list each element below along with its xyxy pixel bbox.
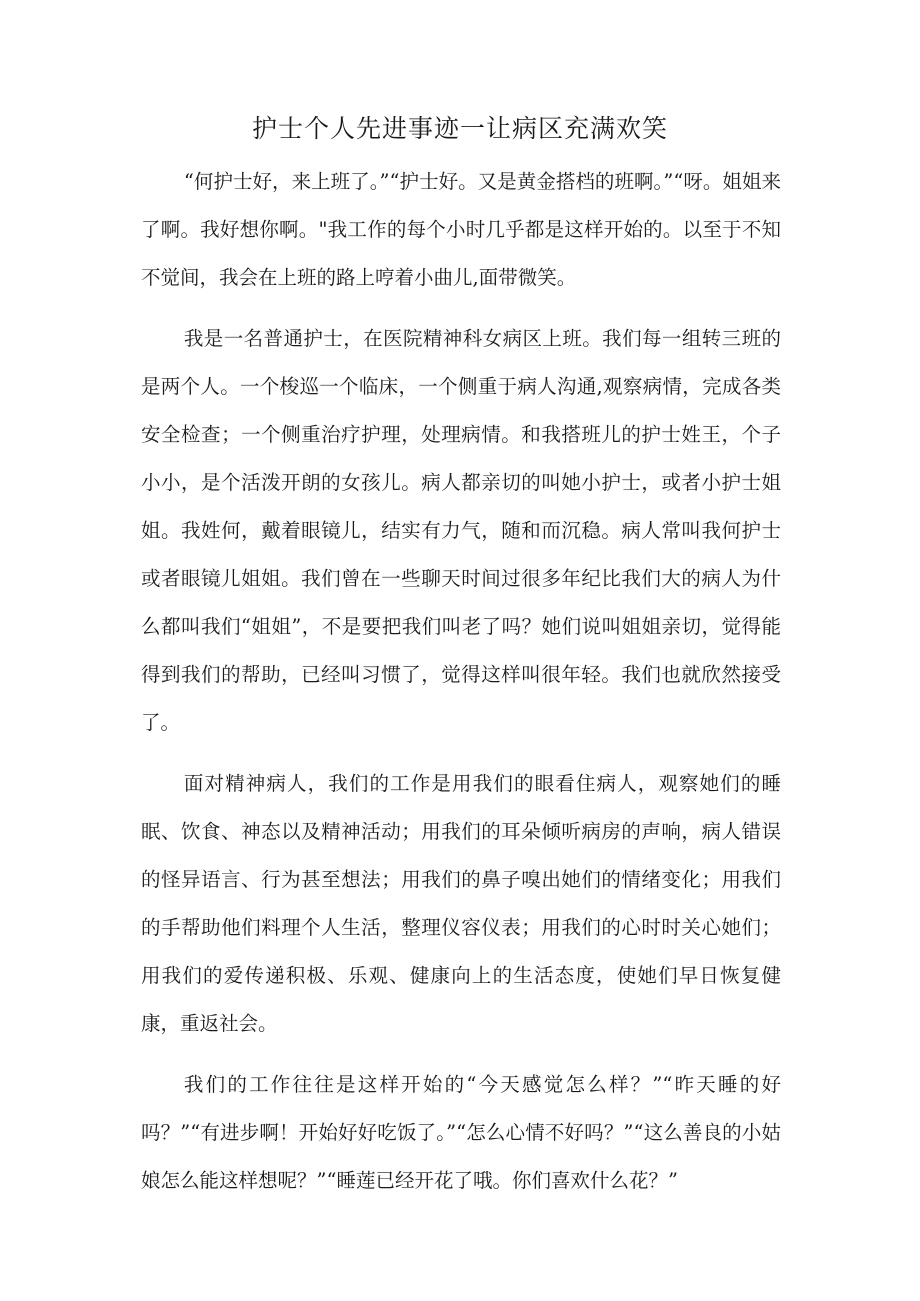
- paragraph-2: 我是一名普通护士，在医院精神科女病区上班。我们每一组转三班的是两个人。一个梭巡一个临床，一个侧重于病人沟通,观察病情，完成各类安全检查；一个侧重治疗护理，处理病情。和我搭班儿的护士姓王，个子小小，是个活泼开朗的女孩儿。病人都亲切的叫她小护士，或者小护士姐姐。我姓何，戴着眼镜儿，结实有力气，随和而沉稳。病人常叫我何护士或者眼镜儿姐姐。我们曾在一些聊天时间过很多年纪比我们大的病人为什么都叫我们“姐姐”，不是要把我们叫老了吗？她们说叫姐姐亲切，觉得能得到我们的帮助，已经叫习惯了，觉得这样叫很年轻。我们也就欣然接受了。: [141, 327, 781, 734]
- paragraph-4: 我们的工作往往是这样开始的“今天感觉怎么样？”“昨天睡的好吗？”“有进步啊！开始好好吃饭了。”“怎么心情不好吗？”“这么善良的小姑娘怎么能这样想呢？”“睡莲已经开花了哦。你们喜欢什么花？”: [141, 1073, 781, 1192]
- paragraph-3: 面对精神病人，我们的工作是用我们的眼看住病人，观察她们的睡眠、饮食、神态以及精神活动；用我们的耳朵倾听病房的声响，病人错误的怪异语言、行为甚至想法；用我们的鼻子嗅出她们的情绪变化；用我们的手帮助他们料理个人生活，整理仪容仪表；用我们的心时时关心她们；用我们的爱传递积极、乐观、健康向上的生活态度，使她们早日恢复健康，重返社会。: [141, 772, 781, 1035]
- paragraph-1: “何护士好，来上班了。”“护士好。又是黄金搭档的班啊。”“呀。姐姐来了啊。我好想你啊。"我工作的每个小时几乎都是这样开始的。以至于不知不觉间，我会在上班的路上哼着小曲儿,面带微笑。: [141, 170, 781, 289]
- document-body: [141, 158, 781, 1205]
- document-title: 护士个人先进事迹一让病区充满欢笑: [251, 114, 668, 143]
